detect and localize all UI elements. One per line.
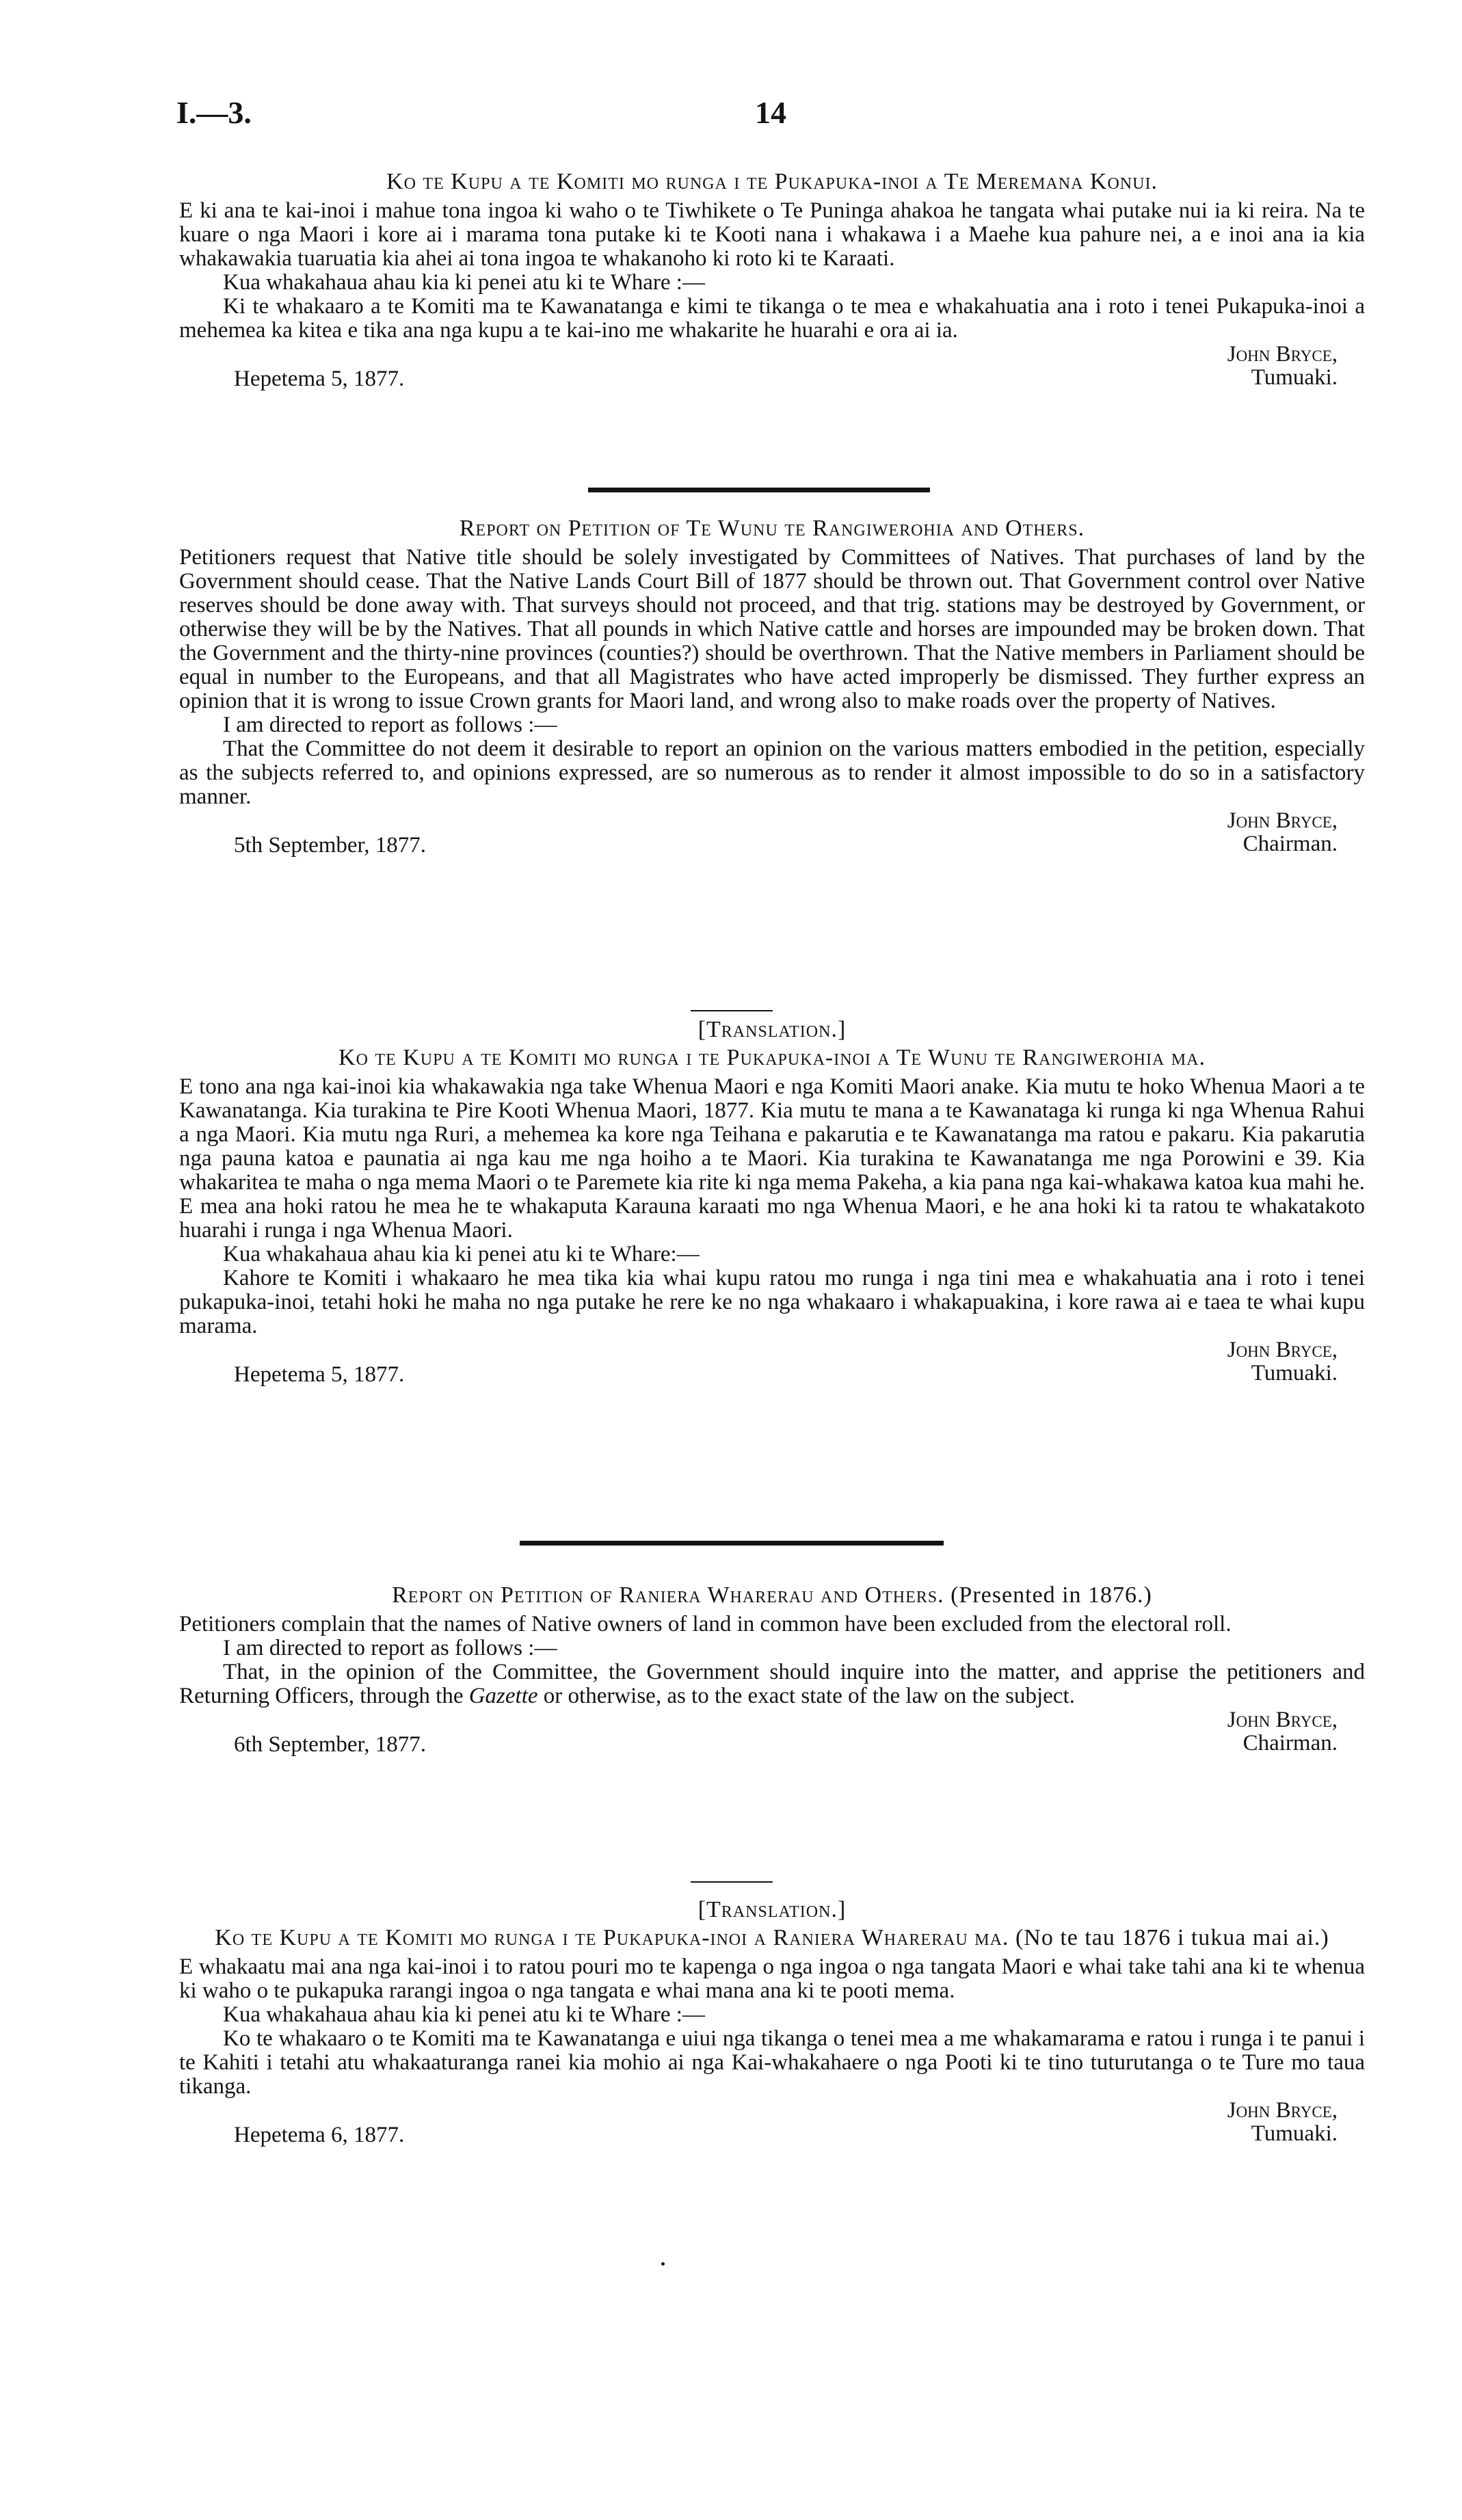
page-number: 14: [755, 95, 786, 130]
paragraph: Petitioners request that Native title should be solely investigated by Committees of Natives. That purchases of land by the Government should cease. That the Native Lands Court Bill of 1877 should be thrown out. That Government control over Native reserves should be done away with. That surveys should not proceed, and that trig. stations may be destroyed by Government, or otherwise they will be by the Natives. That all pounds in which Native cattle and horses are impounded may be broken down. That the Government and the thirty-nine provinces (counties?) should be overthrown. That the Native members in Parliament should be equal in number to the Europeans, and that all Magistrates who have acted improperly be dismissed. They further express an opinion that it is wrong to issue Crown grants for Maori land, and wrong also to make roads over the property of Natives.: [179, 545, 1365, 713]
signature-name: John Bryce,: [1227, 342, 1338, 367]
paragraph: Kua whakahaua ahau kia ki penei atu ki te Whare:—: [223, 1242, 700, 1266]
signature-name: John Bryce,: [1227, 1338, 1338, 1362]
section-title-text: Report on Petition of Raniera Wharerau and Others.: [392, 1582, 944, 1608]
paragraph: E ki ana te kai-inoi i mahue tona ingoa ki waho o te Tiwhikete o Te Puninga ahakoa he tangata whai putake nui ia ki reira. Na te kuare o nga Maori i kore ai i marama tona putake ki te Kooti nana i whakawa i a Maehe kua pahure nei, a e inoi ana ia kia whakawakia tuaruatia kia ahei ai tona ingoa te whakanoho ki roto ki te Karaati.: [179, 198, 1365, 271]
section-title-text: Ko te Kupu a te Komiti mo runga i te Pukapuka-inoi a Raniera Wharerau ma.: [215, 1925, 1009, 1950]
short-divider: [691, 1010, 773, 1011]
signature-name: John Bryce,: [1227, 808, 1338, 833]
paragraph: E tono ana nga kai-inoi kia whakawakia nga take Whenua Maori e nga Komiti Maori anake. Kia mutu te hoko Whenua Maori a te Kawanatanga. Kia turakina te Pire Kooti Whenua Maori, 1877. Kia mutu te mana a te Kawanataga ki runga ki nga Whenua Rahui a nga Maori. Kia mutu nga Ruri, a mehemea ka kore nga Teihana e pakarutia e te Kawanatanga ma ratou e pakaru. Kia pakarutia nga pauna katoa e paunatia ai nga kau me nga hoiho a te Maori. Kia turakina te Kawanatanga me nga Porowini e 39. Kia whakaritea te maha o nga mema Maori o te Paremete kia rite ki nga mema Pakeha, a kia pana nga kai-whakawa katoa kua mahi he. E mea ana hoki ratou he mea he te whakaputa Karauna karaati mo nga Whenua Maori, e he ana hoki ki ta ratou te whakatakoto huarahi i runga i nga Whenua Maori.: [179, 1074, 1365, 1243]
section-title: Ko te Kupu a te Komiti mo runga i te Pukapuka-inoi a Te Meremana Konui.: [386, 169, 1158, 194]
paragraph: That the Committee do not deem it desirable to report an opinion on the various matters embodied in the petition, especially as the subjects referred to, and opinions expressed, are so numerous as to render it almost impossible to do so in a satisfactory manner.: [179, 737, 1365, 809]
section-te-wunu-report: [179, 516, 1365, 858]
signature-date: 6th September, 1877.: [234, 1732, 426, 1757]
short-divider: [691, 1881, 773, 1883]
paragraph: I am directed to report as follows :—: [223, 713, 557, 737]
section-divider: [588, 488, 930, 492]
paragraph: Petitioners complain that the names of Native owners of land in common have been excluded from the electoral roll.: [179, 1612, 1232, 1636]
section-title-note: (No te tau 1876 i tukua mai ai.): [1015, 1925, 1329, 1950]
section-title: [179, 1583, 1365, 1607]
paragraph: Ki te whakaaro a te Komiti ma te Kawanatanga e kimi te tikanga o te mea e whakahuatia ana i roto i tenei Pukapuka-inoi a mehemea ka kitea e tika ana nga kupu a te kai-ino me whakarite he huarahi e ora ai ia.: [179, 294, 1365, 343]
gazette-italic: Gazette: [468, 1684, 538, 1708]
section-te-wunu-translation: [179, 1018, 1365, 1388]
signature-role: Tumuaki.: [1251, 1361, 1338, 1385]
signature-block: [179, 343, 1365, 392]
signature-name: John Bryce,: [1227, 1708, 1338, 1732]
signature-block: [179, 1338, 1365, 1388]
paragraph: Kua whakahaua ahau kia ki penei atu ki te Whare :—: [223, 270, 705, 295]
signature-block: [179, 2099, 1365, 2148]
signature-block: [179, 1708, 1365, 1758]
paragraph: I am directed to report as follows :—: [223, 1636, 557, 1660]
translation-label: [Translation.]: [697, 1017, 847, 1042]
section-meremana-konui: [179, 170, 1365, 392]
paragraph: Kahore te Komiti i whakaaro he mea tika kia whai kupu ratou mo runga i nga tini mea e whakahuatia ana i roto i tenei pukapuka-inoi, tetahi hoki he maha no nga putake he rere ke no nga whakaaro i whakapuakina, i kore rawa ai e taea te whai kupu marama.: [179, 1266, 1365, 1338]
section-raniera-translation: [179, 1898, 1365, 2148]
signature-date: Hepetema 5, 1877.: [234, 1362, 405, 1387]
section-title: Ko te Kupu a te Komiti mo runga i te Pukapuka-inoi a Te Wunu te Rangiwerohia ma.: [338, 1045, 1206, 1070]
signature-block: [179, 809, 1365, 858]
paper-reference: I.—3.: [176, 95, 252, 130]
paragraph: Ko te whakaaro o te Komiti ma te Kawanatanga e uiui nga tikanga o tenei mea a me whakamarama e ratou i runga i te panui i te Kahiti i tetahi atu whakaaturanga ranei kia mohio ai nga Kai-whakahaere o nga Pooti ki te tino tuturutanga o te Ture mo taua tikanga.: [179, 2026, 1365, 2099]
section-title: [179, 1926, 1365, 1950]
translation-label: [Translation.]: [697, 1897, 847, 1922]
paragraph: E whakaatu mai ana nga kai-inoi i to ratou pouri mo te kapenga o nga ingoa o nga tangata Maori e whai take tahi ana ki te whenua ki waho o te pukapuka rarangi ingoa o nga tangata e whai mana ana ki te pooti mema.: [179, 1954, 1365, 2003]
paragraph: [179, 1660, 1365, 1708]
signature-date: 5th September, 1877.: [234, 833, 426, 858]
paragraph: Kua whakahaua ahau kia ki penei atu ki te Whare :—: [223, 2002, 705, 2027]
paragraph-text: That, in the opinion of the Committee, the Government should inquire into the matter, and apprise the petitioners and Returning Officers, through the: [179, 1660, 1365, 1708]
signature-date: Hepetema 6, 1877.: [234, 2123, 405, 2147]
signature-role: Tumuaki.: [1251, 2121, 1338, 2146]
signature-role: Chairman.: [1242, 1731, 1338, 1755]
signature-name: John Bryce,: [1227, 2098, 1338, 2123]
section-title: Report on Petition of Te Wunu te Rangiwerohia and Others.: [459, 516, 1085, 541]
printing-mark: [661, 2262, 665, 2266]
paragraph-text: or otherwise, as to the exact state of the law on the subject.: [537, 1684, 1075, 1708]
section-divider: [520, 1541, 944, 1546]
signature-role: Tumuaki.: [1251, 365, 1338, 390]
section-raniera-report: [179, 1583, 1365, 1758]
signature-role: Chairman.: [1242, 832, 1338, 856]
signature-date: Hepetema 5, 1877.: [234, 367, 405, 391]
section-title-note: (Presented in 1876.): [951, 1582, 1152, 1608]
